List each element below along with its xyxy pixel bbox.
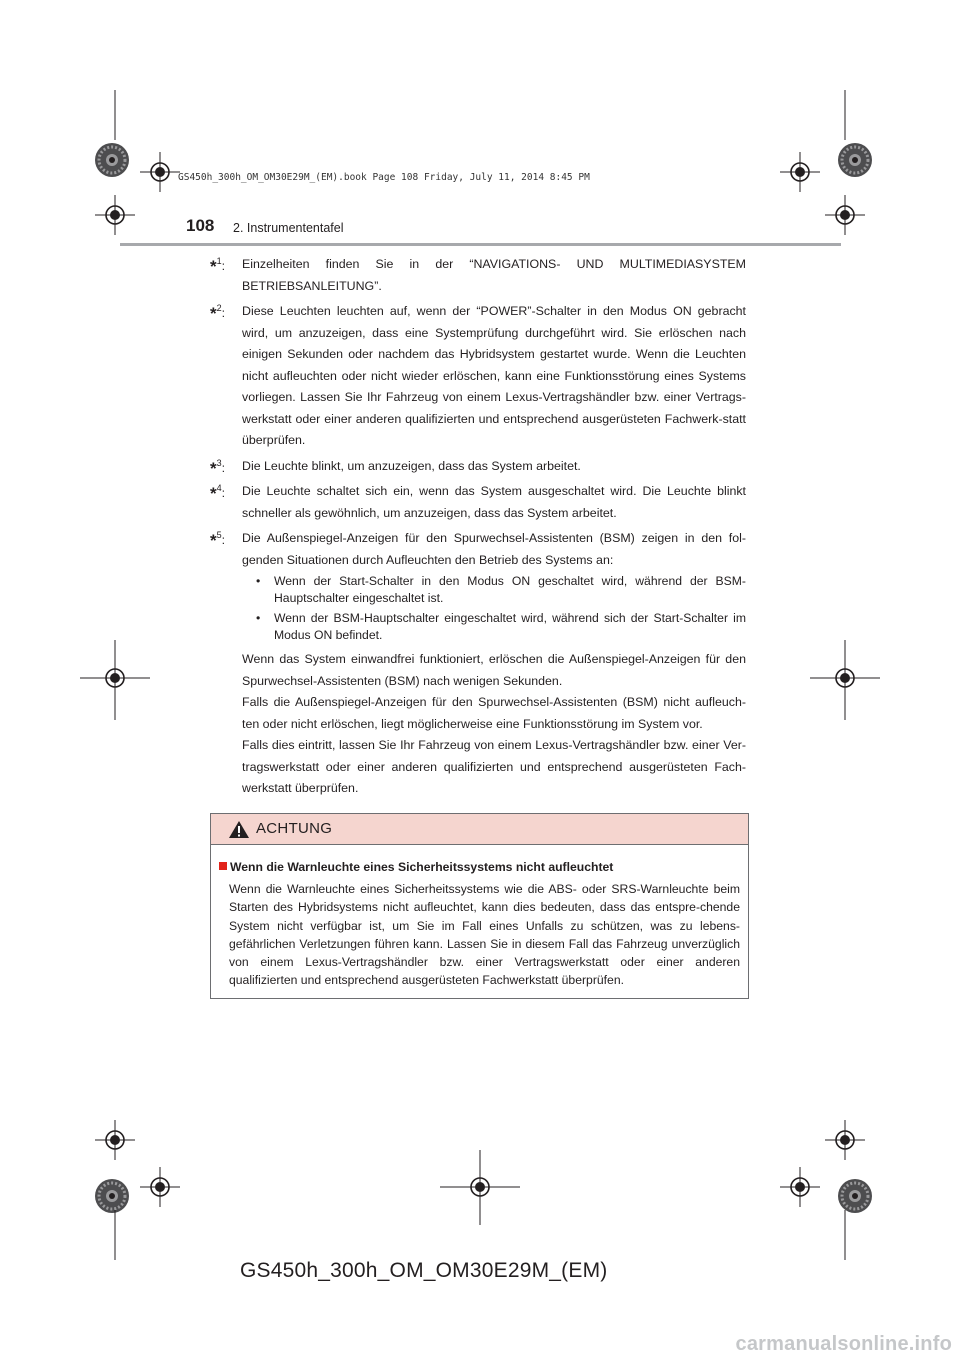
- registration-target: [140, 152, 180, 192]
- warning-triangle-icon: [228, 820, 250, 839]
- registration-target: [140, 1167, 180, 1207]
- paragraph: Falls die Außenspiegel-Anzeigen für den Spurwechsel-Assistenten (BSM) nicht aufleuch-ten oder nicht erlöschen, liegt möglicherweise eine Funktionsstörung im System vor.: [242, 695, 746, 731]
- caution-box: [210, 813, 749, 999]
- site-watermark: carmanualsonline.info: [735, 1333, 952, 1355]
- caution-title: ACHTUNG: [256, 820, 333, 837]
- corner-wheel-mark: [95, 1179, 129, 1213]
- caution-body: [211, 845, 748, 989]
- footnote-text: Die Leuchte blinkt, um anzuzeigen, dass das System arbeitet.: [242, 458, 581, 473]
- footnote-text: Einzelheiten finden Sie in der “NAVIGATIONS- UND MULTIMEDIASYSTEM BETRIEBSANLEITUNG”.: [242, 257, 746, 293]
- paragraph: Falls dies eintritt, lassen Sie Ihr Fahrzeug von einem Lexus-Vertragshändler bzw. einer Ver-tragswerkstatt oder einer anderen qualifizierten und entsprechend ausgerüsteten Fach-werkstatt überprüfen.: [242, 738, 746, 795]
- bullet-glyph: •: [256, 611, 261, 625]
- paragraph: Wenn das System einwandfrei funktioniert, erlöschen die Außenspiegel-Anzeigen für den Spurwechsel-Assistenten (BSM) nach wenigen Sekunden.: [242, 652, 746, 688]
- footnote-marker: *$^3$:: [210, 457, 226, 478]
- footnote-1: [210, 254, 746, 297]
- registration-target: [780, 1167, 820, 1207]
- registration-target: [95, 1120, 135, 1160]
- bullet-glyph: •: [256, 574, 261, 588]
- print-info-line: GS450h_300h_OM_OM30E29M_(EM).book Page 108 Friday, July 11, 2014 8:45 PM: [178, 172, 590, 183]
- registration-target: [95, 195, 135, 235]
- corner-wheel-mark: [838, 1179, 872, 1213]
- footnote-3: [210, 456, 746, 478]
- document-code: GS450h_300h_OM_OM30E29M_(EM): [240, 1259, 608, 1282]
- registration-target: [825, 195, 865, 235]
- header-rule: [120, 243, 841, 246]
- corner-wheel-mark: [95, 143, 129, 177]
- footnote-2: [210, 301, 746, 452]
- caution-subheading: Wenn die Warnleuchte eines Sicherheitssystems nicht aufleuchtet: [219, 858, 740, 876]
- footnotes: [210, 254, 746, 804]
- footnote-marker: *$^2$:: [210, 303, 226, 323]
- caution-header: [211, 814, 748, 845]
- red-square-bullet: [219, 862, 227, 870]
- footnote-text: Die Leuchte schaltet sich ein, wenn das System ausgeschaltet wird. Die Leuchte blinkt schneller als gewöhnlich, um anzuzeigen, dass das System arbeitet.: [242, 484, 746, 520]
- list-item: • Wenn der Start-Schalter in den Modus ON geschaltet wird, während der BSM-Hauptschalter eingeschaltet ist.: [256, 574, 746, 605]
- registration-target: [825, 1120, 865, 1160]
- section-title: 2. Instrumententafel: [233, 221, 344, 235]
- footnote-text: Die Außenspiegel-Anzeigen für den Spurwechsel-Assistenten (BSM) zeigen in den fol-genden Situationen durch Aufleuchten den Betrieb des Systems an:: [242, 531, 746, 567]
- corner-wheel-mark: [838, 143, 872, 177]
- bullet-list: [242, 573, 746, 643]
- footnote-text: Diese Leuchten leuchten auf, wenn der “POWER”-Schalter in den Modus ON gebracht wird, um anzuzeigen, dass eine Systemprüfung durchgeführt wird. Sie erlöschen nach einigen Sekunden oder nachdem das Hybridsystem gestartet wurde. Wenn die Leuchten nicht aufleuchten oder nicht wieder erlöschen, kann eine Funktionsstörung eines Systems vorliegen. Lassen Sie Ihr Fahrzeug von einem Lexus-Vertragshändler bzw. einer Vertrags-werkstatt oder einer anderen qualifizierten und entsprechend ausgerüsteten Fachwerk-statt überprüfen.: [242, 304, 746, 447]
- page-number: 108: [186, 216, 215, 235]
- footnote-marker: *$^5$:: [210, 530, 226, 550]
- footnote-5: [210, 528, 746, 800]
- list-item: • Wenn der BSM-Hauptschalter eingeschaltet wird, während sich der Start-Schalter im Modus ON befindet.: [256, 611, 746, 642]
- footnote-marker: *$^4$:: [210, 483, 226, 503]
- registration-target: [780, 152, 820, 192]
- footnote-marker: *$^1$:: [210, 256, 226, 276]
- caution-text: Wenn die Warnleuchte eines Sicherheitssystems wie die ABS- oder SRS-Warnleuchte beim Starten des Hybridsystems nicht aufleuchtet, kann dies bedeuten, dass das entspre-chende System nicht verfügbar ist, um Sie im Fall eines Unfalls zu schützen, was zu lebens-gefährlichen Verletzungen führen kann. Lassen Sie in diesem Fall das Fahrzeug unverzüglich von einem Lexus-Vertragshändler bzw. einer Vertragswerkstatt oder einer anderen qualifizierten und entsprechend ausgerüsteten Fachwerkstatt überprüfen.: [229, 882, 740, 988]
- footnote-4: [210, 481, 746, 524]
